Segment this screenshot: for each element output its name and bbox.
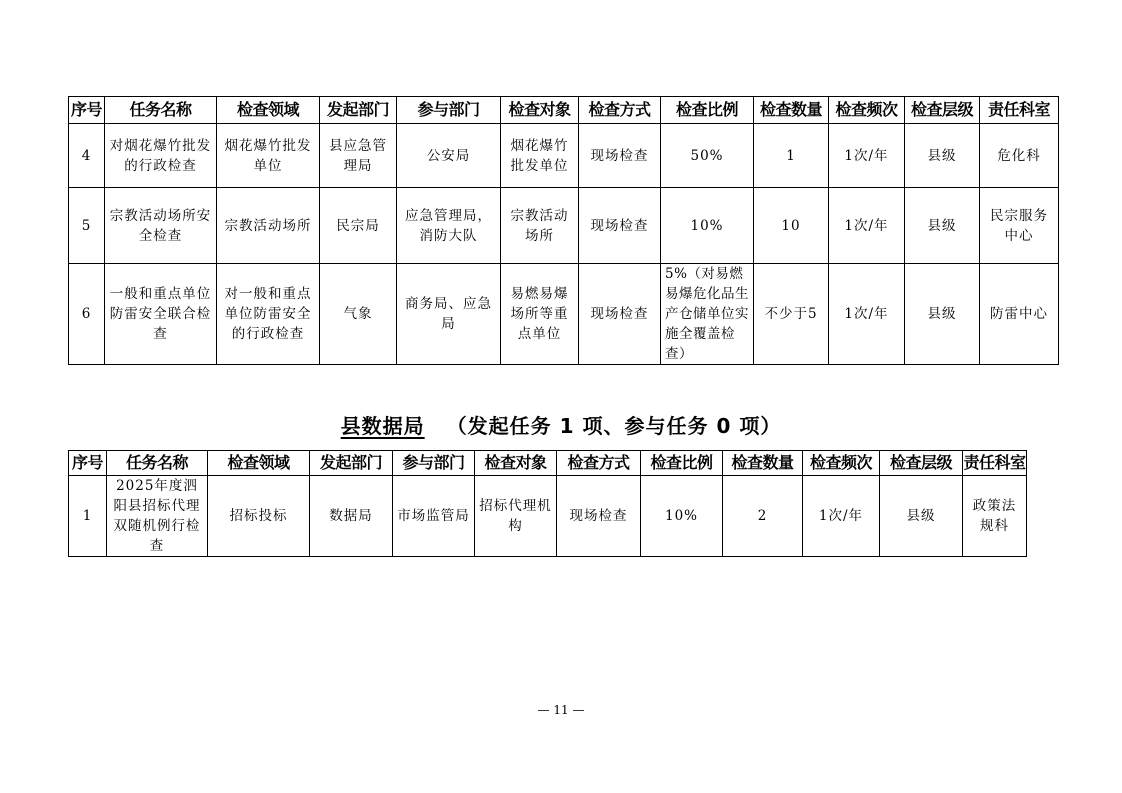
inspection-table-2: [68, 450, 1027, 557]
header-cell: 任务名称: [105, 97, 217, 124]
header-cell: 检查频次: [803, 451, 880, 476]
table-cell: 10%: [641, 476, 723, 557]
table-cell: 6: [69, 264, 105, 365]
table-cell: 现场检查: [579, 124, 661, 188]
table-cell: 4: [69, 124, 105, 188]
table-cell: 宗教活动场所安全检查: [105, 188, 217, 264]
header-cell: 检查方式: [579, 97, 661, 124]
table-cell: 10: [754, 188, 829, 264]
inspection-table-1: [68, 96, 1059, 365]
table-cell: 对一般和重点单位防雷安全的行政检查: [217, 264, 320, 365]
table-cell: 现场检查: [579, 188, 661, 264]
table-cell: 1次/年: [829, 124, 905, 188]
table-cell: 10%: [661, 188, 754, 264]
table-cell: 不少于5: [754, 264, 829, 365]
table-cell: 民宗局: [320, 188, 397, 264]
table-cell: 易燃易爆场所等重点单位: [501, 264, 579, 365]
table-cell: 危化科: [980, 124, 1059, 188]
table-cell: 2: [723, 476, 803, 557]
section-department: 县数据局: [340, 414, 425, 438]
table-cell: 1: [754, 124, 829, 188]
table-cell: 数据局: [310, 476, 393, 557]
table-cell: 应急管理局，消防大队: [397, 188, 501, 264]
table-row: [69, 124, 1059, 188]
header-cell: 发起部门: [310, 451, 393, 476]
table-row: [69, 476, 1027, 557]
table-cell: 现场检查: [579, 264, 661, 365]
table-cell: 市场监管局: [393, 476, 475, 557]
table-cell: 烟花爆竹批发单位: [217, 124, 320, 188]
header-cell: 检查领域: [217, 97, 320, 124]
table-cell: 招标投标: [208, 476, 310, 557]
table-cell: 1次/年: [829, 188, 905, 264]
header-cell: 检查层级: [880, 451, 963, 476]
table-cell: 5: [69, 188, 105, 264]
table-cell: 县级: [905, 124, 980, 188]
header-cell: 序号: [69, 451, 107, 476]
table-cell: 县级: [880, 476, 963, 557]
table-cell: 现场检查: [557, 476, 641, 557]
table-cell: 商务局、应急局: [397, 264, 501, 365]
table-cell: 气象: [320, 264, 397, 365]
header-cell: 序号: [69, 97, 105, 124]
table-cell: 县级: [905, 188, 980, 264]
header-cell: 检查层级: [905, 97, 980, 124]
header-cell: 检查频次: [829, 97, 905, 124]
header-cell: 检查比例: [661, 97, 754, 124]
table-cell: 1次/年: [803, 476, 880, 557]
table-cell: 民宗服务中心: [980, 188, 1059, 264]
header-cell: 检查比例: [641, 451, 723, 476]
section-heading: [0, 410, 1122, 439]
table-header-row: [69, 97, 1059, 124]
table-cell: 宗教活动场所: [217, 188, 320, 264]
table-row: [69, 264, 1059, 365]
table-cell: 政策法规科: [963, 476, 1027, 557]
section-summary: （发起任务 1 项、参与任务 0 项）: [446, 414, 782, 438]
table-cell: 1: [69, 476, 107, 557]
table-cell: 防雷中心: [980, 264, 1059, 365]
header-cell: 任务名称: [107, 451, 208, 476]
table-cell: 2025年度泗阳县招标代理双随机例行检查: [107, 476, 208, 557]
table-cell: 县级: [905, 264, 980, 365]
table-cell: 50%: [661, 124, 754, 188]
table-cell: 对烟花爆竹批发的行政检查: [105, 124, 217, 188]
table-row: [69, 188, 1059, 264]
table-header-row: [69, 451, 1027, 476]
table-cell: 宗教活动场所: [501, 188, 579, 264]
header-cell: 发起部门: [320, 97, 397, 124]
header-cell: 检查数量: [723, 451, 803, 476]
header-cell: 检查领域: [208, 451, 310, 476]
header-cell: 检查对象: [501, 97, 579, 124]
header-cell: 参与部门: [393, 451, 475, 476]
header-cell: 参与部门: [397, 97, 501, 124]
page-number: — 11 —: [537, 703, 585, 717]
header-cell: 检查方式: [557, 451, 641, 476]
table-cell: 公安局: [397, 124, 501, 188]
table-cell: 县应急管理局: [320, 124, 397, 188]
table-cell: 一般和重点单位防雷安全联合检查: [105, 264, 217, 365]
table-cell: 5%（对易燃易爆危化品生产仓储单位实施全覆盖检查）: [661, 264, 754, 365]
header-cell: 责任科室: [980, 97, 1059, 124]
table-cell: 1次/年: [829, 264, 905, 365]
header-cell: 检查对象: [475, 451, 557, 476]
header-cell: 责任科室: [963, 451, 1027, 476]
header-cell: 检查数量: [754, 97, 829, 124]
table-cell: 招标代理机构: [475, 476, 557, 557]
table-cell: 烟花爆竹批发单位: [501, 124, 579, 188]
